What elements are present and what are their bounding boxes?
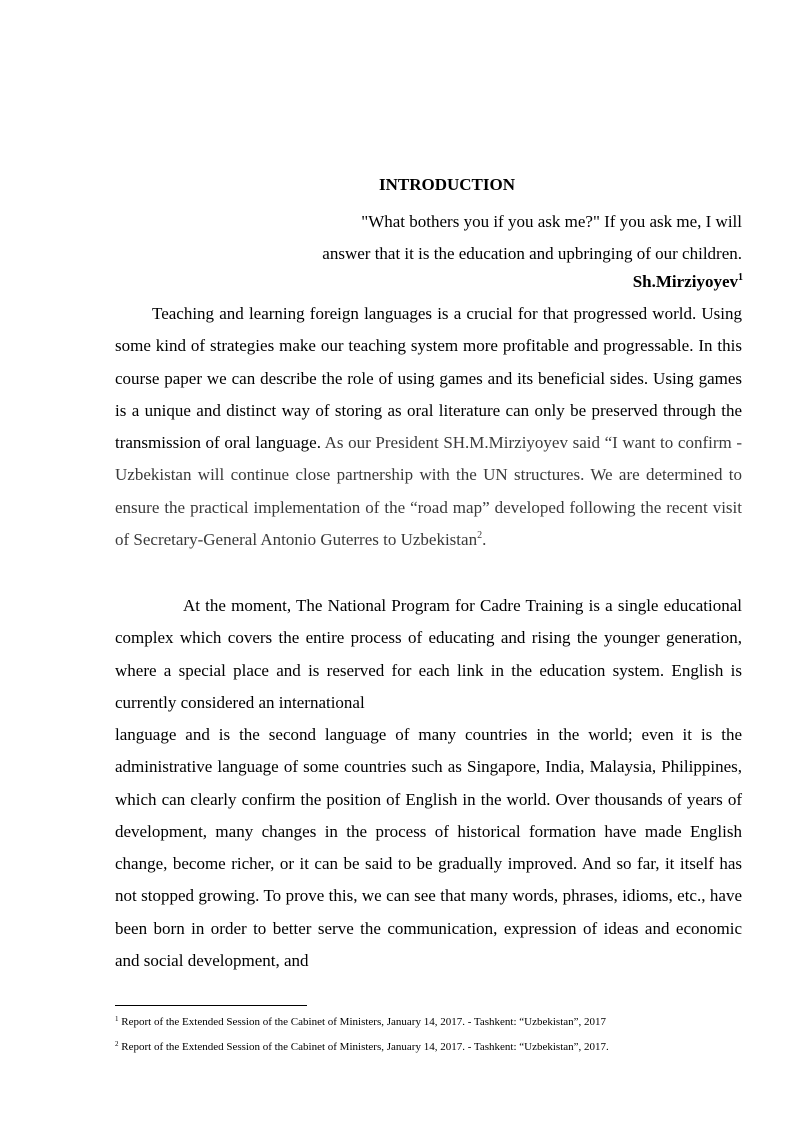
footnote-1-text: Report of the Extended Session of the Cabinet of Ministers, January 14, 2017. - Tashkent: “Uzbekistan”, 2017 (118, 1016, 607, 1028)
paragraph-2: At the moment, The National Program for Cadre Training is a single educational complex which covers the entire process of educating and rising the younger generation, where a special place and is reserved for each link in the education system. English is currently considered an international (115, 596, 742, 712)
quote-end: . (482, 530, 487, 550)
epigraph-line-2: answer that it is the education and upbringing of our children. (322, 244, 742, 263)
epigraph-line-1: "What bothers you if you ask me?" If you ask me, I will (361, 212, 742, 231)
president-quote: As our President SH.M.Mirziyoyev said “I want to confirm -Uzbekistan will continue close partnership with the UN structures. We are determined to ensure the practical implementation of the “road map” developed following the recent visit of Secretary-General Antonio Guterres to Uzbekistan (115, 433, 742, 550)
epigraph-author (633, 270, 743, 294)
epigraph (142, 206, 742, 270)
footnote-2 (115, 1040, 755, 1054)
author-name: Sh.Mirziyoyev (632, 272, 738, 291)
footnote-1-number: 1 (115, 1015, 119, 1023)
footnote-2-number: 2 (115, 1040, 119, 1048)
footnote-2-text: Report of the Extended Session of the Cabinet of Ministers, January 14, 2017. - Tashkent: “Uzbekistan”, 2017. (118, 1041, 609, 1053)
paragraph-1 (115, 298, 742, 556)
paragraph-3: language and is the second language of many countries in the world; even it is the administrative language of some countries such as Singapore, India, Malaysia, Philippines, which can clearly confirm the position of English in the world. Over thousands of years of development, many changes in the process of historical formation have made English change, become richer, or it can be said to be gradually improved. And so far, it itself has not stopped growing. To prove this, we can see that many words, phrases, idioms, etc., have been born in order to better serve the communication, expression of ideas and economic and social development, and (115, 725, 742, 971)
footnote-ref-2: 2 (477, 530, 483, 542)
page-title: INTRODUCTION (378, 175, 516, 194)
footnote-divider (115, 1005, 307, 1006)
footnote-ref-1: 1 (738, 272, 743, 283)
paragraph-1-text: Teaching and learning foreign languages is a crucial for that progressed world. Using some kind of strategies make our teaching system more profitable and progressable. In this course paper we can describe the role of using games and its beneficial sides. Using games is a unique and distinct way of storing as oral literature can only be preserved through the transmission of oral language. (115, 304, 742, 453)
footnote-1 (115, 1015, 755, 1029)
